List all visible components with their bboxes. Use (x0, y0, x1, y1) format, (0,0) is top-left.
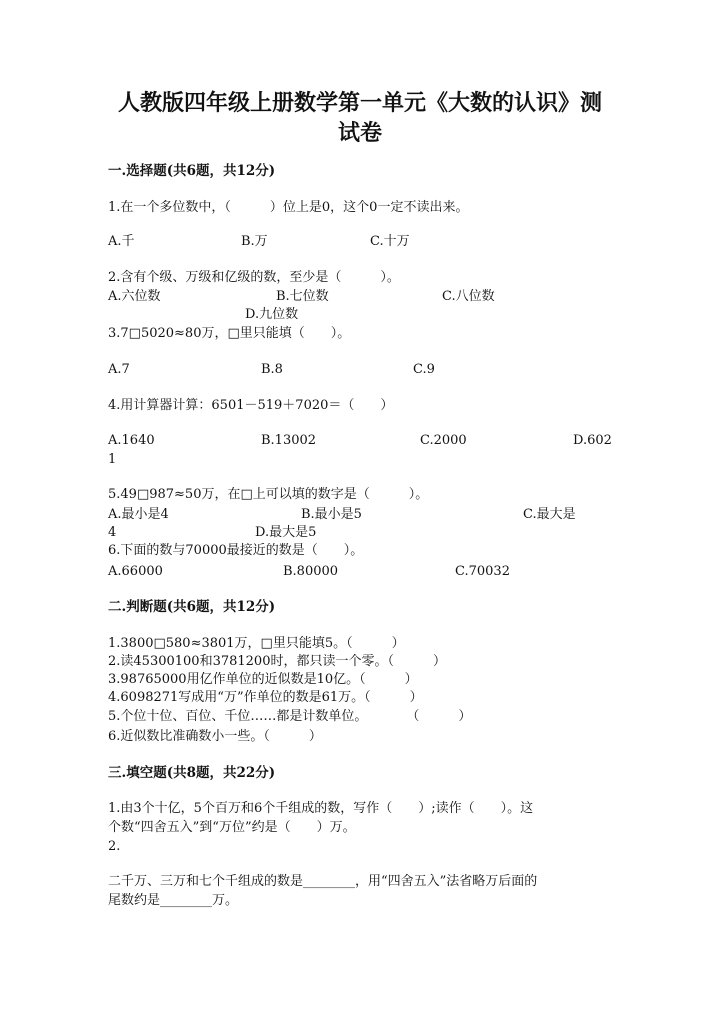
q2-option-d: D.九位数 (245, 307, 299, 322)
q4-option-d-cont: 1 (108, 452, 117, 467)
q6-stem: 6.下面的数与70000最接近的数是（ ）。 (108, 543, 364, 558)
q3-option-b: B.8 (261, 362, 283, 377)
q3-option-a: A.7 (108, 362, 130, 377)
q6-option-b: B.80000 (283, 564, 339, 579)
judgement-item: 1.3800□580≈3801万，□里只能填5。（ ） (108, 636, 405, 651)
q2-stem: 2.含有个级、万级和亿级的数，至少是（ ）。 (108, 270, 400, 285)
q2-option-c: C.八位数 (442, 289, 495, 304)
q5-option-c-cont: 4 (108, 525, 117, 540)
q4-option-b: B.13002 (261, 433, 317, 448)
judgement-item: 4.6098271写成用“万”作单位的数是61万。（ ） (108, 690, 423, 705)
q4-stem: 4.用计算器计算：6501－519＋7020＝（ ） (108, 398, 394, 413)
section-heading-judgement: 二.判断题(共6题，共12分) (108, 599, 276, 615)
fill-q2-line2: 尾数约是________万。 (108, 893, 239, 908)
q4-option-c: C.2000 (420, 433, 467, 448)
q1-option-a: A.千 (108, 234, 135, 249)
q6-option-c: C.70032 (455, 564, 510, 579)
section-heading-choice: 一.选择题(共6题，共12分) (108, 163, 276, 179)
q4-option-a: A.1640 (108, 433, 155, 448)
fill-q1-line2: 个数“四舍五入”到“万位”约是（ ）万。 (108, 820, 356, 835)
q3-stem: 3.7□5020≈80万，□里只能填（ ）。 (108, 326, 351, 341)
q5-option-a: A.最小是4 (108, 507, 169, 522)
q1-stem: 1.在一个多位数中，（ ）位上是0，这个0一定不读出来。 (108, 200, 469, 215)
fill-q2-line1: 二千万、三万和七个千组成的数是________，用“四舍五入”法省略万后面的 (108, 874, 538, 889)
q1-option-c: C.十万 (370, 234, 410, 249)
judgement-item: 6.近似数比准确数小一些。（ ） (108, 729, 322, 744)
q2-option-b: B.七位数 (276, 289, 329, 304)
q6-option-a: A.66000 (108, 564, 163, 579)
q4-option-d: D.602 (573, 433, 612, 448)
judgement-item: 2.读45300100和3781200时，都只读一个零。（ ） (108, 654, 446, 669)
fill-q2-number: 2. (108, 839, 121, 854)
q5-stem: 5.49□987≈50万，在□上可以填的数字是（ ）。 (108, 487, 429, 502)
q5-option-d: D.最大是5 (255, 525, 317, 540)
q5-option-c: C.最大是 (523, 507, 576, 522)
judgement-item: 3.98765000用亿作单位的近似数是10亿。（ ） (108, 672, 418, 687)
exam-title-line2: 试卷 (337, 120, 382, 146)
exam-title-line1: 人教版四年级上册数学第一单元《大数的认识》测 (117, 90, 602, 116)
fill-q1-line1: 1.由3个十亿，5个百万和6个千组成的数，写作（ ）;读作（ ）。这 (108, 801, 534, 816)
q2-option-a: A.六位数 (108, 289, 161, 304)
judgement-item: 5.个位十位、百位、千位……都是计数单位。 （ ） (108, 709, 472, 724)
q5-option-b: B.最小是5 (301, 507, 362, 522)
q3-option-c: C.9 (413, 362, 435, 377)
q1-option-b: B.万 (241, 234, 268, 249)
section-heading-fill-in: 三.填空题(共8题，共22分) (108, 765, 276, 781)
